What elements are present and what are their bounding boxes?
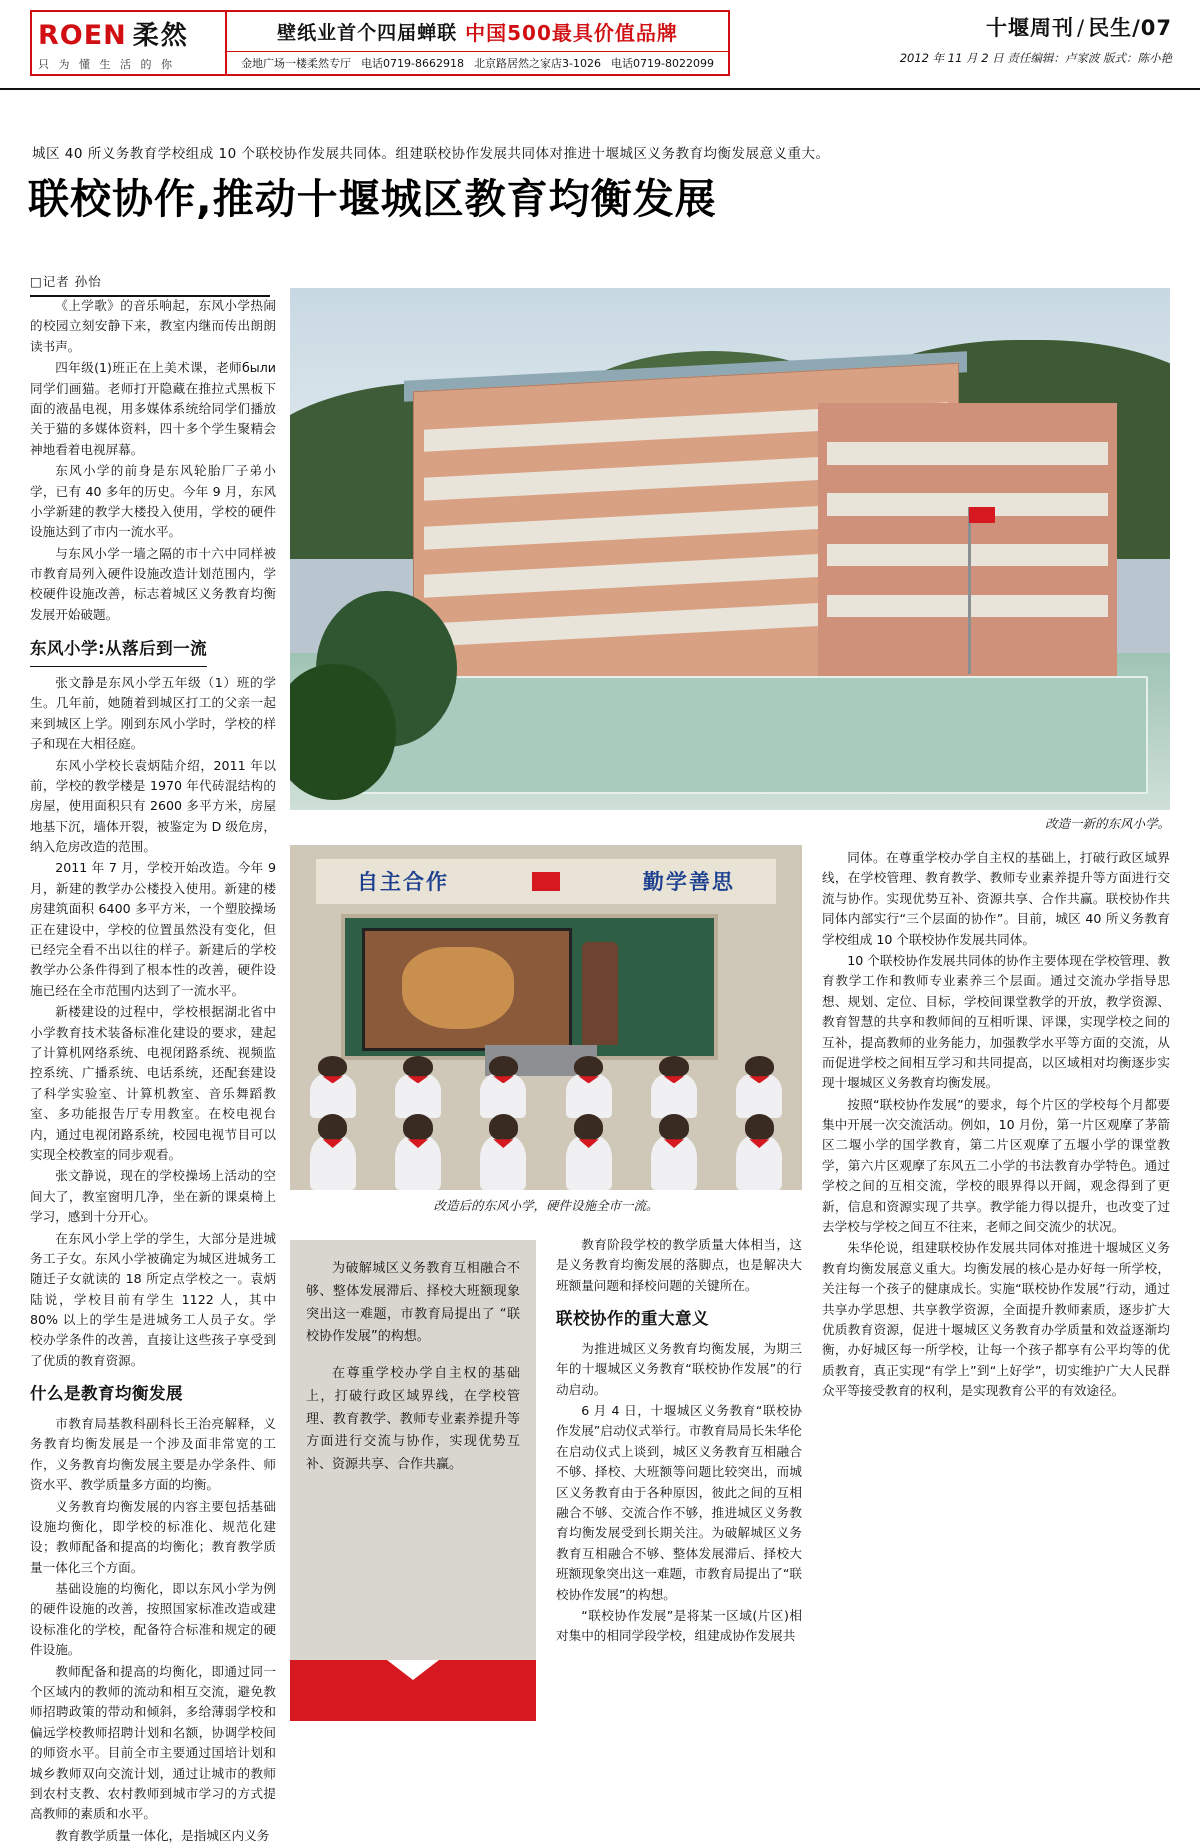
advertiser-logo bbox=[32, 12, 227, 74]
advertisement-copy bbox=[227, 12, 728, 74]
ad-store-2: 北京路居然之家店3-1026 bbox=[474, 57, 601, 70]
student bbox=[651, 1135, 697, 1190]
decorative-arrow bbox=[290, 1660, 536, 1721]
photo-caption-2: 改造后的东风小学，硬件设施全市一流。 bbox=[433, 1198, 659, 1213]
masthead bbox=[900, 12, 1172, 66]
advertisement-banner[interactable] bbox=[30, 10, 730, 76]
paragraph: 教师配备和提高的均衡化，即通过同一个区域内的教师的流动和相互交流，避免教师招聘政策的带动和倾斜，多给薄弱学校和偏远学校教师招聘计划和名额，协调学校间的师资水平。目前全市主要通过国培计划和城乡教师双向交流计划，通过让城市的教师到农村支教、农村教师到城市学习的方式提高教师的素质和水平。 bbox=[30, 1663, 276, 1822]
section-name: 民生 bbox=[1088, 16, 1133, 40]
paragraph: 四年级(1)班正在上美术课，老师были同学们画猫。老师打开隐藏在推拉式黑板下面的液晶电视，用多媒体系统给同学们播放关于猫的多媒体资料，四十多个学生聚精会神地看着电视屏幕。 bbox=[30, 360, 276, 457]
student bbox=[736, 1135, 782, 1190]
flag-icon bbox=[532, 872, 560, 891]
kicker-text: 城区 40 所义务教育学校组成 10 个联校协作发展共同体。组建联校协作发展共同体对推进十堰城区义务教育均衡发展意义重大。 bbox=[32, 146, 830, 162]
student-row bbox=[290, 1073, 802, 1118]
photo-school-exterior bbox=[290, 288, 1170, 810]
section-heading-2: 什么是教育均衡发展 bbox=[30, 1384, 183, 1404]
brand-slogan: 只 为 懂 生 活 的 你 bbox=[38, 57, 175, 71]
paragraph: 6 月 4 日，十堰城区义务教育“联校协作发展”启动仪式举行。市教育局局长朱华伦在启动仪式上谈到，城区义务教育互相融合不够、择校、大班额等问题比较突出，而城区义务教育由于各种原因，彼此之间的互相融合不够、交流合作不够，推进城区义务教育均衡发展受到长期关注。为破解城区义务教育互相融合不够、整体发展滞后、择校大班额现象突出这一难题，市教育局提出了“联校协作发展”的构想。 bbox=[556, 1403, 802, 1602]
flag-pole bbox=[968, 507, 971, 674]
brand-mark: ROEN bbox=[38, 19, 127, 51]
issue-info: 2012 年 11 月 2 日 责任编辑：卢家波 版式：陈小艳 bbox=[899, 51, 1172, 65]
section-heading-1: 东风小学:从落后到一流 bbox=[30, 636, 207, 667]
paragraph: 在东风小学上学的学生，大部分是进城务工子女。东风小学被确定为城区进城务工随迁子女就读的 18 所定点学校之一。袁炳陆说，学校目前有学生 1122 人，其中 80% 以上的学生是进城务工人员子女。学校办学条件的改善，直接让这些孩子享受到了优质的教育资源。 bbox=[30, 1230, 276, 1368]
paragraph: 教育教学质量一体化，是指城区内义务 bbox=[55, 1827, 270, 1843]
student bbox=[736, 1073, 782, 1118]
pull-quote-paragraph: 为破解城区义务教育互相融合不够、整体发展滞后、择校大班额现象突出这一难题，市教育局提出了 “联校协作发展”的构想。 bbox=[306, 1261, 520, 1345]
paragraph: 张文静说，现在的学校操场上活动的空间大了，教室窗明几净，坐在新的课桌椅上学习，感到十分开心。 bbox=[30, 1168, 276, 1225]
student bbox=[395, 1073, 441, 1118]
paragraph: 与东风小学一墙之隔的市十六中同样被市教育局列入硬件设施改造计划范围内，学校硬件设施改善，标志着城区义务教育均衡发展开始破题。 bbox=[30, 545, 276, 622]
paragraph: 教育阶段学校的教学质量大体相当，这是义务教育均衡发展的落脚点，也是解决大班额量问题和择校问题的关键所在。 bbox=[556, 1237, 802, 1293]
paragraph: 为推进城区义务教育均衡发展，为期三年的十堰城区义务教育“联校协作发展”的行动启动。 bbox=[556, 1340, 802, 1397]
article-column-3 bbox=[822, 848, 1170, 1403]
paragraph: 东风小学校长袁炳陆介绍，2011 年以前，学校的教学楼是 1970 年代砖混结构的房屋，使用面积只有 2600 多平方米，房屋地基下沉，墙体开裂，被鉴定为 D 级危房，纳入危房改造的范围。 bbox=[30, 757, 276, 855]
student bbox=[566, 1073, 612, 1118]
photo-caption-1: 改造一新的东风小学。 bbox=[1044, 816, 1170, 831]
paragraph: 义务教育均衡发展的内容主要包括基础设施均衡化，即学校的标准化、规范化建设；教师配备和提高的均衡化；教育教学质量一体化三个方面。 bbox=[30, 1498, 276, 1575]
byline: □记者 孙怡 bbox=[30, 272, 270, 297]
paragraph: “联校协作发展”是将某一区域(片区)相对集中的相同学段学校，组建成协作发展共 bbox=[556, 1607, 802, 1644]
ad-headline-black: 壁纸业首个四届蝉联 bbox=[277, 22, 458, 44]
publication-name: 十堰周刊 bbox=[986, 16, 1075, 40]
slogan-right: 勤学善思 bbox=[642, 870, 735, 895]
paragraph: 东风小学的前身是东风轮胎厂子弟小学，已有 40 多年的历史。今年 9 月，东风小学新建的教学大楼投入使用，学校的硬件设施达到了市内一流水平。 bbox=[30, 463, 276, 540]
student bbox=[310, 1135, 356, 1190]
page-number: /07 bbox=[1132, 16, 1172, 40]
classroom-slogan-banner bbox=[316, 859, 777, 904]
paragraph: 市教育局基教科副科长王治亮解释，义务教育均衡发展是一个涉及面非常宽的工作，义务教育均衡发展主要是办学条件、师资水平、教学质量多方面的均衡。 bbox=[30, 1415, 276, 1493]
ad-phone-2: 电话0719-8022099 bbox=[610, 57, 714, 70]
header-divider bbox=[0, 88, 1200, 90]
photo-classroom bbox=[290, 845, 802, 1190]
paragraph: 基础设施的均衡化，即以东风小学为例的硬件设施的改善，按照国家标准改造或建设标准化的学校，配备符合标准和规定的硬件设施。 bbox=[30, 1581, 276, 1658]
student bbox=[310, 1073, 356, 1118]
paragraph: 新楼建设的过程中，学校根据湖北省中小学教育技术装备标准化建设的要求，建起了计算机网络系统、电视闭路系统、视频监控系统、广播系统、电话系统，还配套建设了科学实验室、计算机教室、音乐舞蹈教室、多功能报告厅专用教室。在校电视台内，通过电视闭路系统，校园电视节目可以实现全校教室的同步观看。 bbox=[30, 1004, 276, 1162]
student-row bbox=[290, 1135, 802, 1190]
paragraph: 《上学歌》的音乐响起，东风小学热闹的校园立刻安静下来，教室内继而传出朗朗读书声。 bbox=[30, 298, 276, 354]
paragraph: 按照“联校协作发展”的要求，每个片区的学校每个月都要集中开展一次交流活动。例如，10 月份，第一片区观摩了茅箭区二堰小学的国学教育，第二片区观摩了五堰小学的课堂教学，第六片区观摩了东风五二小学的书法教育办学特色。通过学校之间的互相交流，学校的眼界得以开阔，观念得到了更新，信息和资源实现了共享。教学能力得以提升，也改变了过去学校与学校之间互不往来，老师之间交流少的状况。 bbox=[822, 1096, 1170, 1235]
paragraph: 10 个联校协作发展共同体的协作主要体现在学校管理、教育教学工作和教师专业素养三个层面。通过交流办学指导思想、规划、定位、目标，学校间课堂教学的开放，教学资源、教育智慧的共享和教师间的互相听课、评课，实现学校之间的互补，提高教师的业务能力，加强教学水平等方面的交流，从而促进学校之间相互学习和共同提高，以区域相对均衡逐步实现十堰城区义务教育均衡发展。 bbox=[822, 952, 1170, 1091]
national-flag bbox=[969, 507, 995, 523]
student bbox=[480, 1135, 526, 1190]
student bbox=[395, 1135, 441, 1190]
cat-image bbox=[402, 947, 515, 1029]
paragraph: 2011 年 7 月，学校开始改造。今年 9 月，新建的教学办公楼投入使用。新建的楼房建筑面积 6400 多平方米，一个塑胶操场正在建设中，学校的位置虽然没有变化，但已经完全看不出以往的样子。新建后的学校教学办公条件得到了根本性的改善，硬件设施已经在全市范围内达到了一流水平。 bbox=[30, 860, 276, 998]
pull-quote-box bbox=[290, 1240, 536, 1700]
lcd-screen bbox=[362, 928, 573, 1051]
student bbox=[651, 1073, 697, 1118]
masthead-separator: / bbox=[1077, 16, 1086, 40]
ad-phone-1: 电话0719-8662918 bbox=[361, 57, 465, 70]
student bbox=[480, 1073, 526, 1118]
slogan-left: 自主合作 bbox=[357, 870, 450, 895]
ad-headline-red: 中国500最具价值品牌 bbox=[465, 21, 678, 45]
section-heading-3: 联校协作的重大意义 bbox=[556, 1309, 709, 1329]
brand-name-cn: 柔然 bbox=[132, 20, 189, 51]
paragraph: 同体。在尊重学校办学自主权的基础上，打破行政区域界线，在学校管理、教育教学、教师专业素养提升等方面进行交流与协作。实现优势互补、资源共享、合作共赢。联校协作共同体内部实行“三个层面的协作”。目前，城区 40 所义务教育学校组成 10 个联校协作发展共同体。 bbox=[822, 850, 1170, 947]
teacher bbox=[582, 942, 618, 1046]
paragraph: 张文静是东风小学五年级（1）班的学生。几年前，她随着到城区打工的父亲一起来到城区上学。刚到东风小学时，学校的样子和现在大相径庭。 bbox=[30, 674, 276, 752]
article-column-1 bbox=[30, 296, 276, 1847]
paragraph: 朱华伦说，组建联校协作发展共同体对推进十堰城区义务教育均衡发展意义重大。均衡发展的核心是办好每一所学校，关注每一个孩子的健康成长。实施“联校协作发展”行动，通过共享办学思想、共享教学资源，全面提升教师素质，逐步扩大优质教育资源，促进十堰城区义务教育办学质量和效益逐渐均衡，办好城区每一所学校，让每一个孩子都享有公平均等的优质教育，真正实现“有学上”到“上好学”，切实维护广大人民群众平等接受教育的权利，是实现教育公平的有效途径。 bbox=[822, 1240, 1170, 1399]
page-title: 联校协作,推动十堰城区教育均衡发展 bbox=[28, 175, 717, 223]
ad-store-1: 金地广场一楼柔然专厅 bbox=[241, 57, 352, 70]
article-column-2 bbox=[556, 1235, 802, 1648]
student bbox=[566, 1135, 612, 1190]
pull-quote-paragraph: 在尊重学校办学自主权的基础上，打破行政区域界线，在学校管理、教育教学、教师专业素养提升等方面进行交流与协作，实现优势互补、资源共享、合作共赢。 bbox=[306, 1366, 520, 1472]
